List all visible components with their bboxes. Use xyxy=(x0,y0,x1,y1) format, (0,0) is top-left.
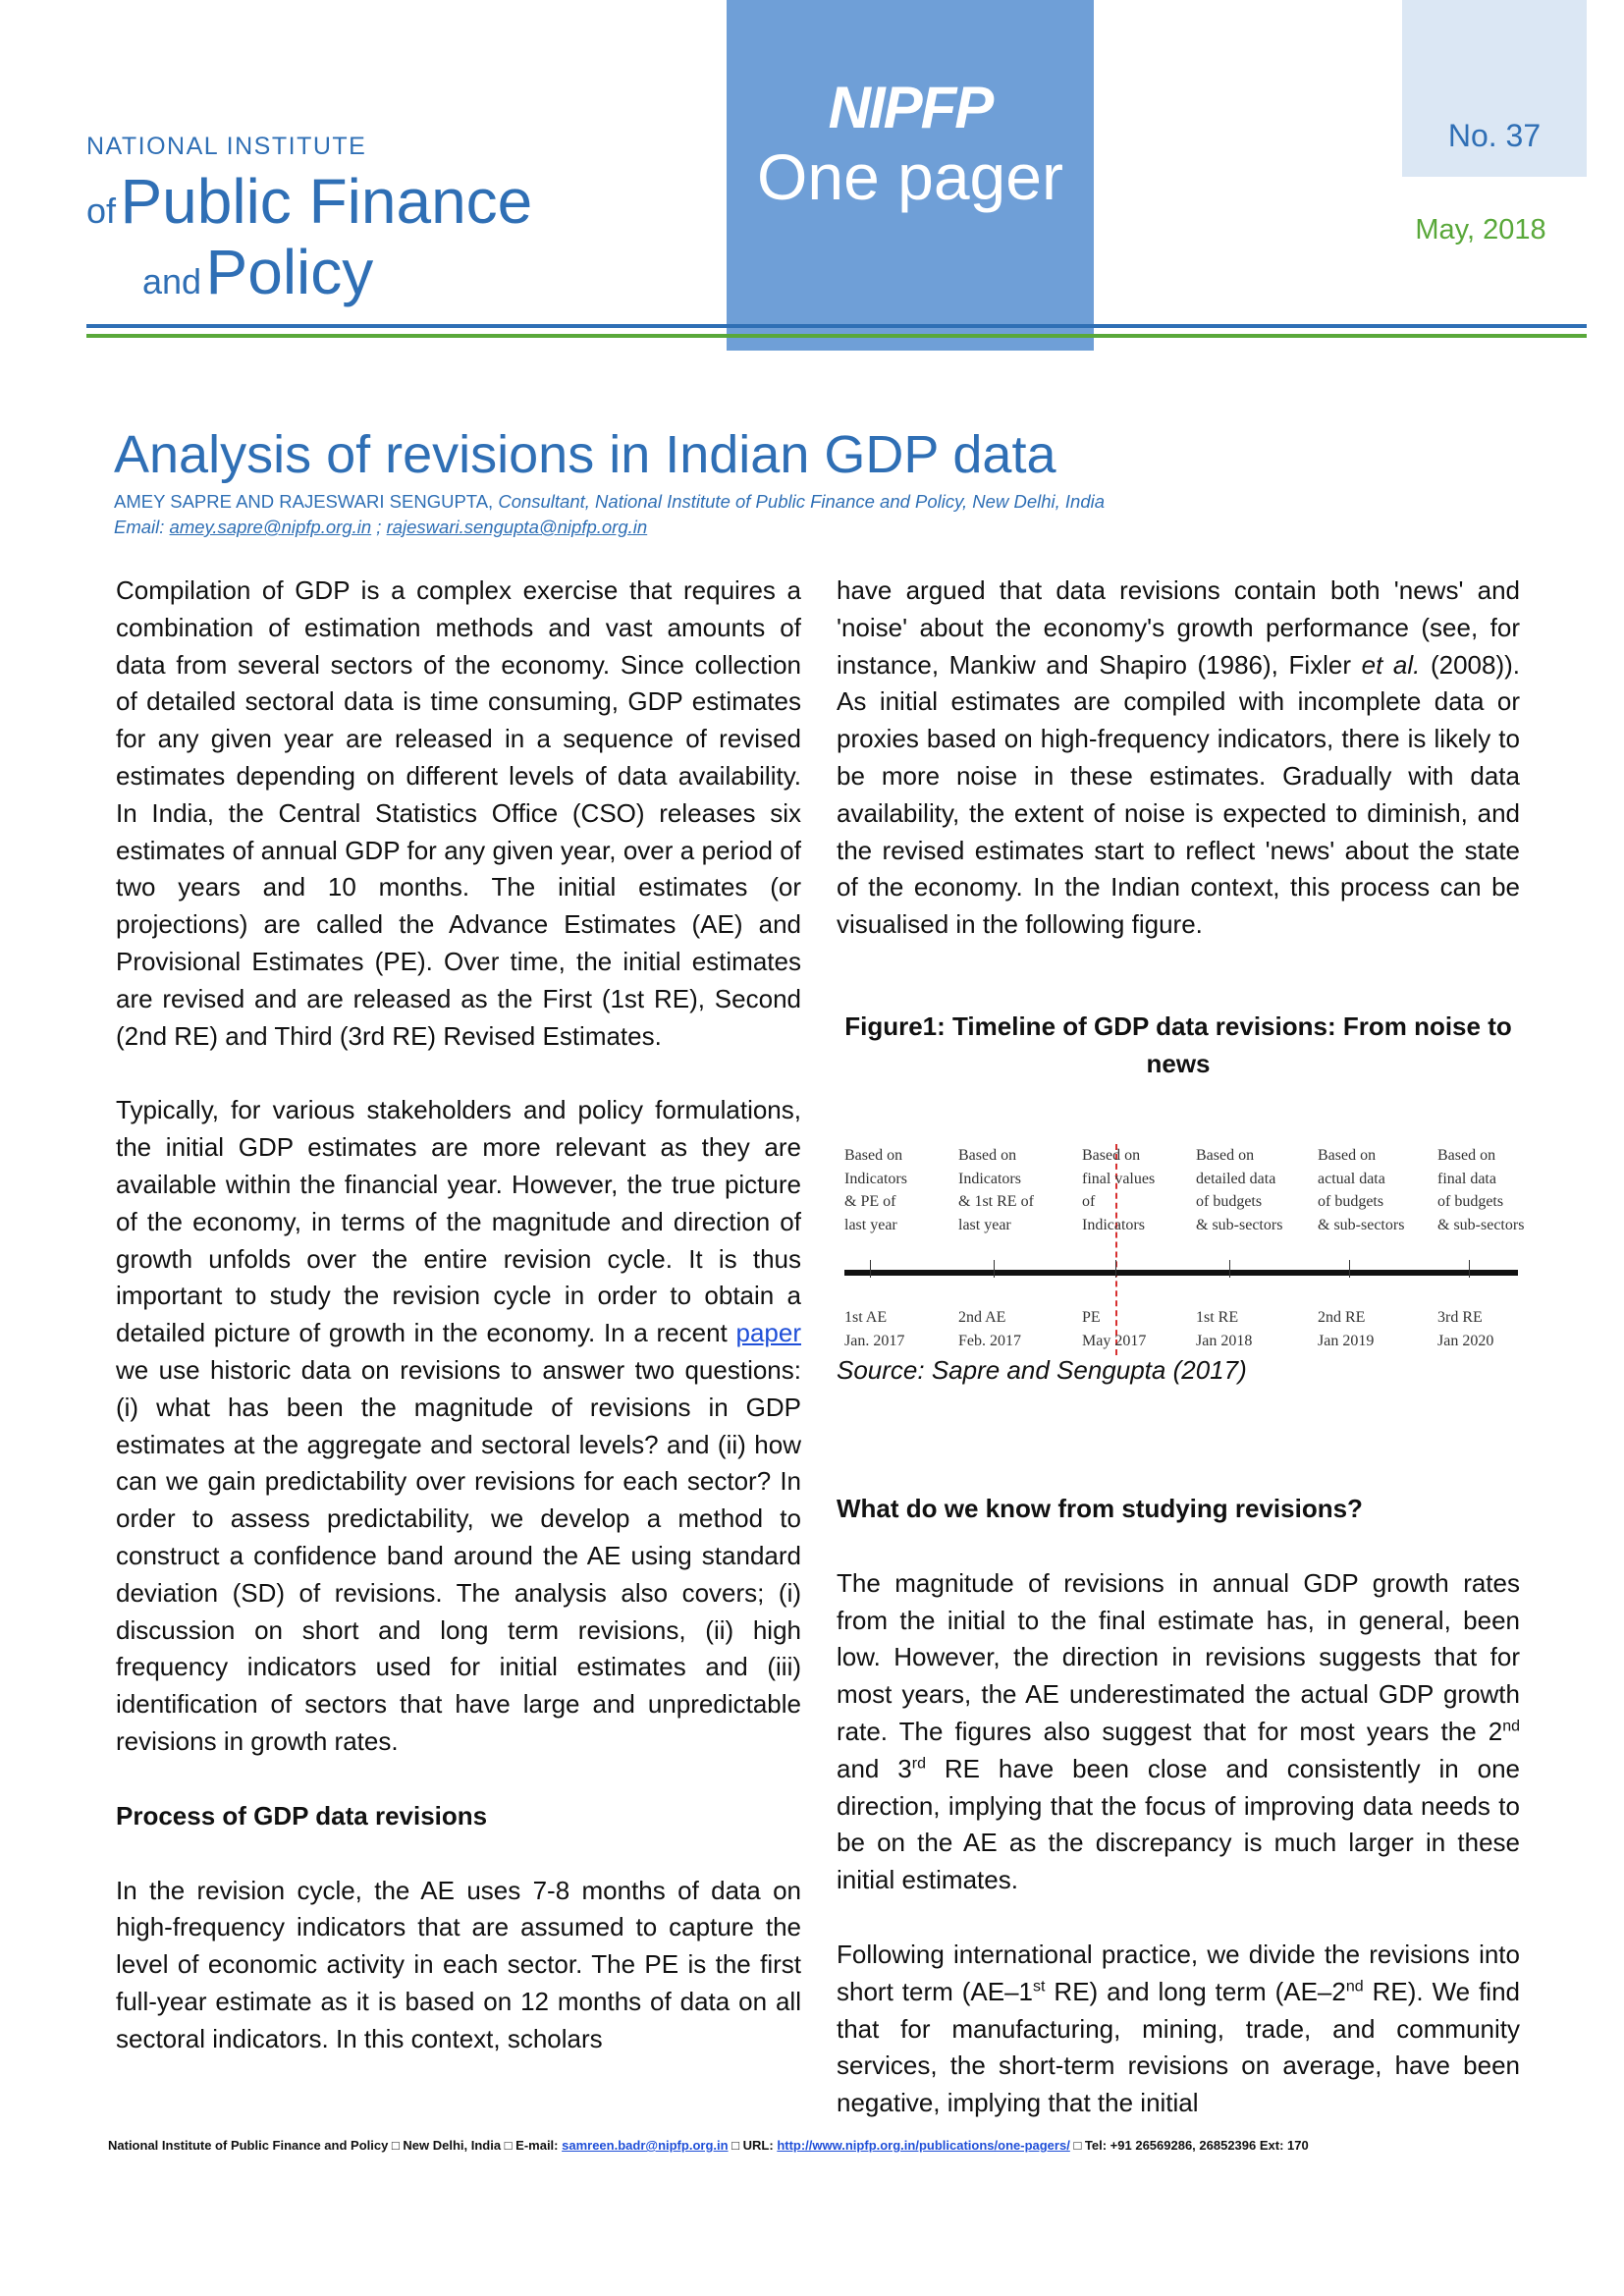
header-rule-blue xyxy=(86,324,1587,328)
paragraph-text: RE) and long term (AE–2 xyxy=(1054,1976,1346,2006)
timeline-figure xyxy=(837,1144,1536,1360)
paragraph-text: have argued that data revisions contain both 'news' and 'noise' about the economy's growth performance (see, for instance, Mankiw and Shapiro (1986), Fixler xyxy=(837,575,1520,680)
right-column-top xyxy=(837,573,1520,944)
stage-date: Jan 2018 xyxy=(1196,1332,1253,1349)
timeline-tick xyxy=(1469,1260,1470,1278)
stage-label xyxy=(844,1306,904,1352)
paragraph-text: we use historic data on revisions to answer two questions: (i) what has been the magnitude of revisions in GDP estimates at the aggregate and sectoral levels? and (ii) how can we gain predictability over revisions for each sector? In order to assess predictability, we develop a method to construct a confidence band around the AE using standard deviation (SD) of revisions. The analysis also covers; (i) discussion on short and long term revisions, (ii) high frequency indicators used for initial estimates and (iii) identification of sectors that have large and unpredictable revisions in growth rates. xyxy=(116,1354,801,1756)
stage-description-line: of xyxy=(1082,1193,1096,1210)
stage-estimate: 2nd RE xyxy=(1318,1309,1366,1326)
stage-estimate: 1st RE xyxy=(1196,1309,1239,1326)
et-al: et al. xyxy=(1361,649,1421,680)
superscript: rd xyxy=(911,1755,926,1773)
institute-name-line2 xyxy=(86,165,532,238)
stage-description-line: Indicators xyxy=(1082,1216,1145,1233)
institute-name-line1: NATIONAL INSTITUTE xyxy=(86,133,367,160)
nipfp-logo: NIPFP xyxy=(828,75,993,140)
superscript: nd xyxy=(1502,1718,1520,1735)
stage-description-line: final data xyxy=(1437,1170,1496,1187)
footer-text: □ Tel: +91 26569286, 26852396 Ext: 170 xyxy=(1073,2138,1309,2153)
timeline-tick xyxy=(1349,1260,1350,1278)
series-title: One pager xyxy=(757,140,1063,213)
header-rule-green xyxy=(86,334,1587,338)
stage-date: Jan. 2017 xyxy=(844,1332,905,1349)
institute-of: of xyxy=(86,191,117,231)
footer-url-link[interactable]: http://www.nipfp.org.in/publications/one-pagers/ xyxy=(777,2138,1070,2153)
stage-description-line: & sub-sectors xyxy=(1196,1216,1283,1233)
timeline-tick xyxy=(1229,1260,1230,1278)
section-heading-process: Process of GDP data revisions xyxy=(116,1800,488,1831)
stage-description-line: Indicators xyxy=(844,1170,907,1187)
timeline-tick xyxy=(994,1260,995,1278)
paragraph-revision-cycle: In the revision cycle, the AE uses 7-8 months of data on high-frequency indicators that are assumed to capture the level of economic activity in each sector. The PE is the first full-year estimate as it is based on 12 months of data on all sectoral indicators. In this context, scholars xyxy=(116,1875,801,2053)
stage-description xyxy=(844,1144,907,1236)
author-affiliation: Consultant, National Institute of Public Finance and Policy, New Delhi, India xyxy=(498,491,1106,512)
paragraph-text: RE have been close and consistently in one direction, implying that the focus of improving data needs to be on the AE as the discrepancy is much larger in these initial estimates. xyxy=(837,1753,1520,1895)
author-emails xyxy=(114,517,647,538)
issue-date: May, 2018 xyxy=(1415,214,1546,246)
stage-label xyxy=(958,1306,1021,1352)
issue-number: No. 37 xyxy=(1447,118,1542,153)
stage-description-line: Based on xyxy=(1082,1147,1141,1164)
stage-description-line: Based on xyxy=(1437,1147,1496,1164)
stage-date: Feb. 2017 xyxy=(958,1332,1021,1349)
superscript: nd xyxy=(1345,1978,1364,1995)
paragraph-intro: Compilation of GDP is a complex exercise that requires a combination of estimation methods and vast amounts of data from several sectors of the economy. Since collection of detailed sectoral data is time consuming, GDP estimates for any given year are released in a sequence of revised estimates depending on different levels of data availability. In India, the Central Statistics Office (CSO) releases six estimates of annual GDP for any given year, over a period of two years and 10 months. The initial estimates (or projections) are called the Advance Estimates (AE) and Provisional Estimates (PE). Over time, the initial estimates are revised and are released as the First (1st RE), Second (2nd RE) and Third (3rd RE) Revised Estimates. xyxy=(116,575,801,1051)
paragraph-news-noise xyxy=(837,573,1520,944)
stage-description-line: of budgets xyxy=(1437,1193,1504,1210)
institute-public-finance: Public Finance xyxy=(120,166,533,237)
footer-email-link[interactable]: samreen.badr@nipfp.org.in xyxy=(562,2138,729,2153)
stage-description-line: actual data xyxy=(1318,1170,1385,1187)
stage-description-line: of budgets xyxy=(1318,1193,1384,1210)
paragraph-text: RE). We find that for manufacturing, mining, trade, and community services, the short-term revisions on average, have been negative, implying that the initial xyxy=(837,1976,1521,2118)
stage-description xyxy=(958,1144,1034,1236)
stage-description-line: Based on xyxy=(1196,1147,1255,1164)
stage-description xyxy=(1196,1144,1282,1236)
stage-label xyxy=(1318,1306,1374,1352)
footer-text: □ URL: xyxy=(731,2138,774,2153)
footer-text: National Institute of Public Finance and Policy □ New Delhi, India □ E-mail: xyxy=(108,2138,559,2153)
paragraph-magnitude xyxy=(837,1565,1520,1899)
institute-policy: Policy xyxy=(205,237,374,307)
stage-date: Jan 2019 xyxy=(1318,1332,1375,1349)
institute-name-line3 xyxy=(142,236,373,308)
stage-description-line: final values xyxy=(1082,1170,1156,1187)
figure-title: Figure1: Timeline of GDP data revisions: From noise to news xyxy=(844,1011,1512,1078)
stage-description-line: & PE of xyxy=(844,1193,896,1210)
stage-description-line: & 1st RE of xyxy=(958,1193,1034,1210)
stage-description xyxy=(1318,1144,1404,1236)
stage-estimate: 1st AE xyxy=(844,1309,888,1326)
article-title: Analysis of revisions in Indian GDP data xyxy=(114,425,1056,484)
stage-estimate: 3rd RE xyxy=(1437,1309,1483,1326)
paragraph-text: and 3 xyxy=(837,1753,912,1783)
timeline-tick xyxy=(870,1260,871,1278)
stage-date: May 2017 xyxy=(1082,1332,1147,1349)
stage-description-line: & sub-sectors xyxy=(1437,1216,1525,1233)
stage-description-line: of budgets xyxy=(1196,1193,1263,1210)
stage-description-line: Based on xyxy=(958,1147,1017,1164)
institute-and: and xyxy=(142,261,202,301)
paragraph-text: (2008)). As initial estimates are compiled with incomplete data or proxies based on high-frequency indicators, there is likely to be more noise in these estimates. Gradually with data availability, the extent of noise is expected to diminish, and the revised estimates start to reflect 'news' about the state of the economy. In the Indian context, this process can be visualised in the following figure. xyxy=(837,649,1520,940)
stage-label xyxy=(1082,1306,1146,1352)
stage-date: Jan 2020 xyxy=(1437,1332,1494,1349)
stage-estimate: PE xyxy=(1082,1309,1101,1326)
stage-description-line: Based on xyxy=(1318,1147,1377,1164)
stage-description xyxy=(1437,1144,1524,1236)
timeline-tick xyxy=(1115,1260,1116,1278)
stage-label xyxy=(1437,1306,1493,1352)
right-column-bottom xyxy=(837,1491,1520,2122)
figure-source: Source: Sapre and Sengupta (2017) xyxy=(837,1355,1247,1385)
left-column xyxy=(116,573,801,2057)
stage-estimate: 2nd AE xyxy=(958,1309,1006,1326)
page-footer xyxy=(108,2138,1309,2153)
stage-description-line: last year xyxy=(844,1216,897,1233)
paragraph-text: Typically, for various stakeholders and policy formulations, the initial GDP estimates are more relevant as they are available within the financial year. However, the true picture of the economy, in terms of the magnitude and direction of growth unfolds over the entire revision cycle. It is thus important to study the revision cycle in order to obtain a detailed picture of growth in the economy. In a recent xyxy=(116,1095,801,1348)
email-separator: ; xyxy=(376,517,382,537)
timeline-axis xyxy=(844,1270,1518,1276)
stage-description-line: last year xyxy=(958,1216,1011,1233)
stage-description-line: detailed data xyxy=(1196,1170,1276,1187)
paragraph-text: Following international practice, we divide the revisions into short term (AE–1 xyxy=(837,1939,1520,2006)
email-link-1[interactable]: amey.sapre@nipfp.org.in xyxy=(169,517,372,537)
paragraph-text: The magnitude of revisions in annual GDP growth rates from the initial to the final estimate has, in general, been low. However, the direction in revisions suggests that for most years, the AE underestimated the actual GDP growth rate. The figures also suggest that for most years the 2 xyxy=(837,1567,1520,1746)
article-authors xyxy=(114,491,1105,513)
stage-description-line: & sub-sectors xyxy=(1318,1216,1405,1233)
stage-description-line: Based on xyxy=(844,1147,903,1164)
paper-link[interactable]: paper xyxy=(735,1318,801,1348)
paragraph-short-long-term xyxy=(837,1937,1520,2122)
paragraph-stakeholders xyxy=(116,1092,801,1760)
section-heading-revisions: What do we know from studying revisions? xyxy=(837,1494,1363,1523)
stage-description-line: Indicators xyxy=(958,1170,1021,1187)
stage-description xyxy=(1082,1144,1155,1236)
author-names: AMEY SAPRE AND RAJESWARI SENGUPTA, xyxy=(114,491,494,512)
email-label: Email: xyxy=(114,517,165,537)
stage-label xyxy=(1196,1306,1252,1352)
email-link-2[interactable]: rajeswari.sengupta@nipfp.org.in xyxy=(386,517,648,537)
superscript: st xyxy=(1033,1978,1046,1995)
